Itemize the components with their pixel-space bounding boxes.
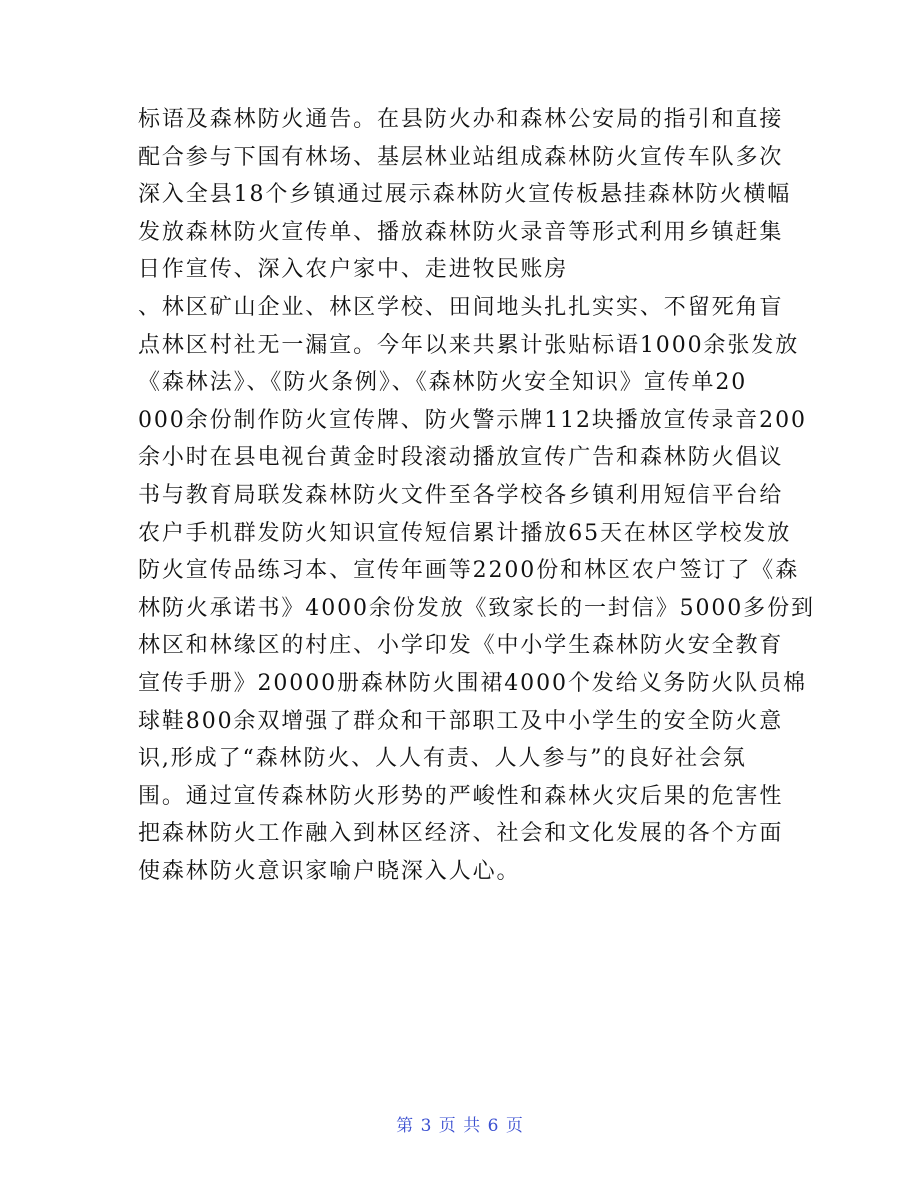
text-line: 防火宣传品练习本、宣传年画等2200份和林区农户签订了《森 [138,558,800,584]
text-line: 球鞋800余双增强了群众和干部职工及中小学生的安全防火意 [138,708,784,734]
text-line: 《森林法》、《防火条例》、《森林防火安全知识》宣传单20 [138,370,748,396]
text-line: 林区和林缘区的村庄、小学印发《中小学生森林防火安全教育 [138,633,784,659]
text-line: 使森林防火意识家喻户晓深入人心。 [138,858,521,884]
text-line: 围。通过宣传森林防火形势的严峻性和森林火灾后果的危害性 [138,783,784,809]
text-line: 000余份制作防火宣传牌、防火警示牌112块播放宣传录音200 [138,407,807,433]
page-number-footer: 第 3 页 共 6 页 [396,1116,524,1136]
text-line: 深入全县18个乡镇通过展示森林防火宣传板悬挂森林防火横幅 [138,182,792,208]
text-line: 发放森林防火宣传单、播放森林防火录音等形式利用乡镇赶集 [138,219,784,245]
text-line: 、林区矿山企业、林区学校、田间地头扎扎实实、不留死角盲 [138,294,784,320]
text-line: 把森林防火工作融入到林区经济、社会和文化发展的各个方面 [138,821,784,847]
text-line: 标语及森林防火通告。在县防火办和森林公安局的指引和直接 [138,107,784,132]
text-line: 宣传手册》20000册森林防火围裙4000个发给义务防火队员棉 [138,670,807,696]
text-line: 配合参与下国有林场、基层林业站组成森林防火宣传车队多次 [138,144,784,170]
text-line: 识,形成了“森林防火、人人有责、人人参与”的良好社会氛 [138,746,747,772]
text-line: 余小时在县电视台黄金时段滚动播放宣传广告和森林防火倡议 [138,445,784,471]
text-line: 日作宣传、深入农户家中、走进牧民账房 [138,257,569,283]
text-line: 点林区村社无一漏宣。今年以来共累计张贴标语1000余张发放 [138,332,800,358]
text-line: 林防火承诺书》4000余份发放《致家长的一封信》5000多份到 [138,595,815,621]
text-line: 农户手机群发防火知识宣传短信累计播放65天在林区学校发放 [138,520,792,546]
body-text [138,101,815,890]
text-line: 书与教育局联发森林防火文件至各学校各乡镇利用短信平台给 [138,482,784,508]
